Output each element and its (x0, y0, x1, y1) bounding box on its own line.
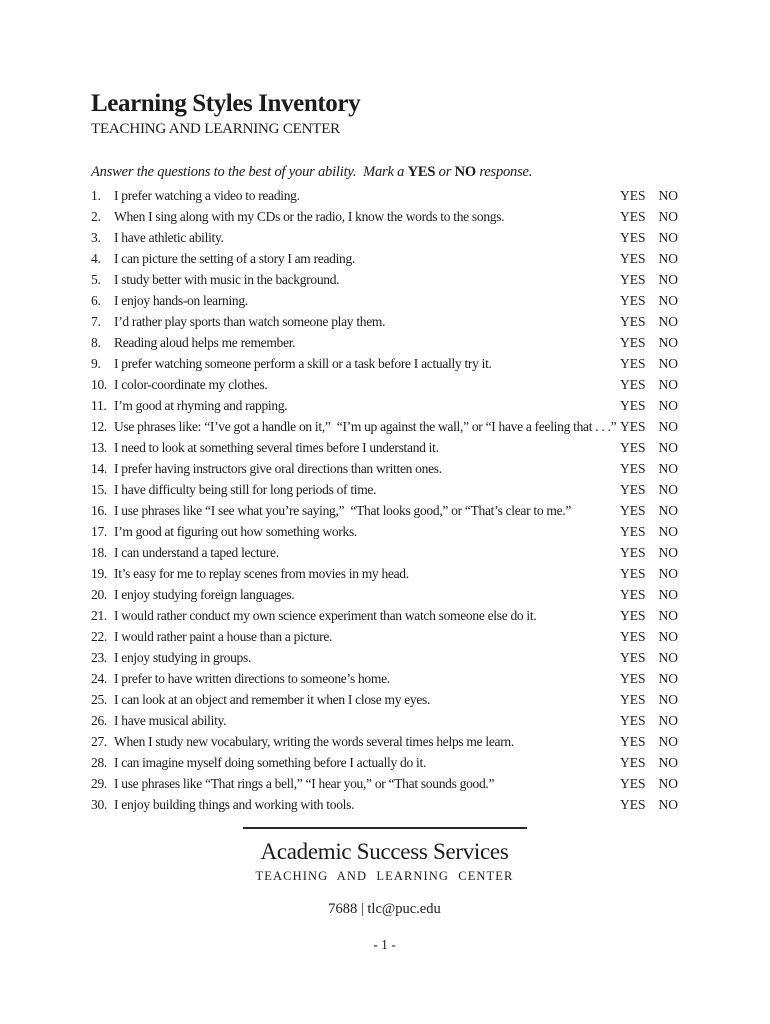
question-options (620, 437, 678, 458)
question-options (620, 689, 678, 710)
question-text: I can imagine myself doing something before I actually do it. (114, 755, 426, 770)
question-row (91, 290, 678, 311)
question-number: 17. (91, 524, 107, 539)
question-row (91, 752, 678, 773)
question-text: I can picture the setting of a story I am reading. (114, 251, 356, 266)
question-options (620, 248, 678, 269)
question-text: I prefer having instructors give oral directions than written ones. (114, 461, 442, 476)
question-number: 23. (91, 650, 107, 665)
question-number: 13. (91, 440, 107, 455)
question-text: I have musical ability. (114, 713, 227, 728)
question-number: 8. (91, 335, 101, 350)
question-number: 12. (91, 419, 107, 434)
no-option[interactable]: NO (658, 461, 678, 476)
no-option[interactable]: NO (658, 314, 678, 329)
yes-option[interactable]: YES (619, 398, 646, 413)
question-text: I prefer watching someone perform a skill or a task before I actually try it. (114, 356, 492, 371)
no-option[interactable]: NO (658, 566, 678, 581)
yes-option[interactable]: YES (619, 293, 646, 308)
question-options (620, 773, 678, 794)
no-option[interactable]: NO (658, 356, 678, 371)
question-number: 15. (91, 482, 107, 497)
question-row (91, 731, 678, 752)
instruction-no-label: NO (454, 164, 476, 180)
question-options (620, 521, 678, 542)
question-text: I prefer watching a video to reading. (114, 188, 300, 203)
question-text: I would rather conduct my own science experiment than watch someone else do it. (114, 608, 537, 623)
no-option[interactable]: NO (658, 230, 678, 245)
question-text: I study better with music in the background. (114, 272, 340, 287)
question-row (91, 542, 678, 563)
question-text: I enjoy building things and working with tools. (114, 797, 355, 812)
question-options (620, 584, 678, 605)
question-options (620, 626, 678, 647)
yes-option[interactable]: YES (619, 629, 646, 644)
yes-option[interactable]: YES (619, 566, 646, 581)
no-option[interactable]: NO (658, 188, 678, 203)
question-number: 7. (91, 314, 101, 329)
question-options (620, 416, 678, 437)
question-number: 5. (91, 272, 101, 287)
question-number: 21. (91, 608, 107, 623)
question-row (91, 248, 678, 269)
question-options (620, 563, 678, 584)
question-number: 29. (91, 776, 107, 791)
page-title: Learning Styles Inventory (91, 90, 361, 117)
no-option[interactable]: NO (658, 650, 678, 665)
instruction-text (91, 163, 678, 181)
question-row (91, 668, 678, 689)
question-row (91, 626, 678, 647)
question-number: 4. (91, 251, 101, 266)
question-options (620, 227, 678, 248)
yes-option[interactable]: YES (619, 272, 646, 287)
question-number: 26. (91, 713, 107, 728)
no-option[interactable]: NO (658, 524, 678, 539)
yes-option[interactable]: YES (619, 209, 646, 224)
question-row (91, 437, 678, 458)
question-text: When I study new vocabulary, writing the words several times helps me learn. (114, 734, 514, 749)
question-options (620, 458, 678, 479)
question-options (620, 311, 678, 332)
no-option[interactable]: NO (658, 776, 678, 791)
yes-option[interactable]: YES (619, 230, 646, 245)
yes-option[interactable]: YES (619, 650, 646, 665)
yes-option[interactable]: YES (619, 188, 646, 203)
question-row (91, 374, 678, 395)
no-option[interactable]: NO (658, 545, 678, 560)
no-option[interactable]: NO (658, 734, 678, 749)
question-number: 27. (91, 734, 107, 749)
question-row (91, 458, 678, 479)
yes-option[interactable]: YES (619, 545, 646, 560)
no-option[interactable]: NO (658, 629, 678, 644)
question-row (91, 206, 678, 227)
yes-option[interactable]: YES (619, 692, 646, 707)
question-row (91, 794, 678, 815)
question-number: 18. (91, 545, 107, 560)
no-option[interactable]: NO (658, 419, 678, 434)
question-options (620, 500, 678, 521)
question-text: I use phrases like “I see what you’re saying,” “That looks good,” or “That’s clear to me.” (114, 503, 572, 518)
no-option[interactable]: NO (658, 503, 678, 518)
question-number: 1. (91, 188, 101, 203)
question-number: 2. (91, 209, 101, 224)
question-row (91, 332, 678, 353)
question-text: I’m good at rhyming and rapping. (114, 398, 288, 413)
no-option[interactable]: NO (658, 587, 678, 602)
question-number: 28. (91, 755, 107, 770)
no-option[interactable]: NO (658, 293, 678, 308)
question-text: I enjoy studying foreign languages. (114, 587, 295, 602)
yes-option[interactable]: YES (619, 587, 646, 602)
yes-option[interactable]: YES (619, 440, 646, 455)
question-number: 9. (91, 356, 101, 371)
question-number: 14. (91, 461, 107, 476)
question-options (620, 353, 678, 374)
footer-org-name: Academic Success Services (260, 839, 509, 864)
question-row (91, 584, 678, 605)
question-options (620, 794, 678, 815)
question-number: 6. (91, 293, 101, 308)
question-row (91, 605, 678, 626)
yes-option[interactable]: YES (619, 503, 646, 518)
yes-option[interactable]: YES (619, 251, 646, 266)
yes-option[interactable]: YES (619, 419, 646, 434)
yes-option[interactable]: YES (619, 377, 646, 392)
question-row (91, 185, 678, 206)
question-text: Use phrases like: “I’ve got a handle on it,” “I’m up against the wall,” or “I have a feeling that . . .” (114, 419, 617, 434)
question-row (91, 563, 678, 584)
yes-option[interactable]: YES (619, 797, 646, 812)
no-option[interactable]: NO (658, 251, 678, 266)
question-number: 20. (91, 587, 107, 602)
yes-option[interactable]: YES (619, 776, 646, 791)
footer-contact: 7688 | tlc@puc.edu (328, 901, 441, 917)
no-option[interactable]: NO (658, 440, 678, 455)
yes-option[interactable]: YES (619, 314, 646, 329)
instruction-or: or (435, 164, 455, 180)
instruction-suffix: response. (475, 164, 533, 180)
question-row (91, 500, 678, 521)
question-options (620, 479, 678, 500)
yes-option[interactable]: YES (619, 755, 646, 770)
question-text: I’d rather play sports than watch someone play them. (114, 314, 386, 329)
no-option[interactable]: NO (658, 755, 678, 770)
question-row (91, 689, 678, 710)
no-option[interactable]: NO (658, 482, 678, 497)
question-text: I enjoy hands-on learning. (114, 293, 248, 308)
question-options (620, 185, 678, 206)
yes-option[interactable]: YES (619, 461, 646, 476)
no-option[interactable]: NO (658, 713, 678, 728)
question-number: 25. (91, 692, 107, 707)
question-row (91, 773, 678, 794)
yes-option[interactable]: YES (619, 335, 646, 350)
page-number: - 1 - (373, 937, 396, 952)
yes-option[interactable]: YES (619, 734, 646, 749)
footer (91, 839, 678, 953)
no-option[interactable]: NO (658, 797, 678, 812)
yes-option[interactable]: YES (619, 671, 646, 686)
question-row (91, 710, 678, 731)
question-number: 10. (91, 377, 107, 392)
no-option[interactable]: NO (658, 671, 678, 686)
question-text: I have difficulty being still for long periods of time. (114, 482, 377, 497)
question-row (91, 416, 678, 437)
question-options (620, 710, 678, 731)
question-row (91, 647, 678, 668)
yes-option[interactable]: YES (619, 524, 646, 539)
question-text: It’s easy for me to replay scenes from movies in my head. (114, 566, 409, 581)
footer-dept-name: TEACHING AND LEARNING CENTER (255, 869, 514, 883)
question-text: I can understand a taped lecture. (114, 545, 279, 560)
question-text: I have athletic ability. (114, 230, 224, 245)
question-text: I enjoy studying in groups. (114, 650, 252, 665)
question-options (620, 731, 678, 752)
no-option[interactable]: NO (658, 377, 678, 392)
question-options (620, 542, 678, 563)
question-text: I’m good at figuring out how something works. (114, 524, 357, 539)
instruction-prefix: Answer the questions to the best of your ability. Mark a (91, 164, 408, 180)
question-text: I use phrases like “That rings a bell,” “I hear you,” or “That sounds good.” (114, 776, 495, 791)
question-text: I need to look at something several times before I understand it. (114, 440, 439, 455)
question-row (91, 311, 678, 332)
yes-option[interactable]: YES (619, 482, 646, 497)
question-options (620, 269, 678, 290)
question-row (91, 269, 678, 290)
signature-line (243, 827, 527, 829)
question-text: I color-coordinate my clothes. (114, 377, 268, 392)
question-row (91, 353, 678, 374)
question-options (620, 206, 678, 227)
no-option[interactable]: NO (658, 608, 678, 623)
question-number: 3. (91, 230, 101, 245)
page-subtitle: TEACHING AND LEARNING CENTER (91, 121, 340, 137)
yes-option[interactable]: YES (619, 608, 646, 623)
yes-option[interactable]: YES (619, 713, 646, 728)
question-options (620, 647, 678, 668)
question-number: 22. (91, 629, 107, 644)
yes-option[interactable]: YES (619, 356, 646, 371)
question-options (620, 332, 678, 353)
question-row (91, 227, 678, 248)
question-options (620, 374, 678, 395)
question-options (620, 605, 678, 626)
question-row (91, 395, 678, 416)
no-option[interactable]: NO (658, 692, 678, 707)
question-text: I prefer to have written directions to someone’s home. (114, 671, 390, 686)
no-option[interactable]: NO (658, 398, 678, 413)
no-option[interactable]: NO (658, 272, 678, 287)
question-number: 16. (91, 503, 107, 518)
question-options (620, 290, 678, 311)
question-text: When I sing along with my CDs or the radio, I know the words to the songs. (114, 209, 505, 224)
question-list (91, 185, 678, 815)
question-number: 11. (91, 398, 107, 413)
no-option[interactable]: NO (658, 209, 678, 224)
question-row (91, 521, 678, 542)
question-options (620, 752, 678, 773)
no-option[interactable]: NO (658, 335, 678, 350)
question-row (91, 479, 678, 500)
question-text: I would rather paint a house than a picture. (114, 629, 333, 644)
question-options (620, 395, 678, 416)
question-text: I can look at an object and remember it when I close my eyes. (114, 692, 431, 707)
question-number: 19. (91, 566, 107, 581)
question-options (620, 668, 678, 689)
question-number: 24. (91, 671, 107, 686)
question-number: 30. (91, 797, 107, 812)
question-text: Reading aloud helps me remember. (114, 335, 296, 350)
instruction-yes-label: YES (407, 164, 436, 180)
